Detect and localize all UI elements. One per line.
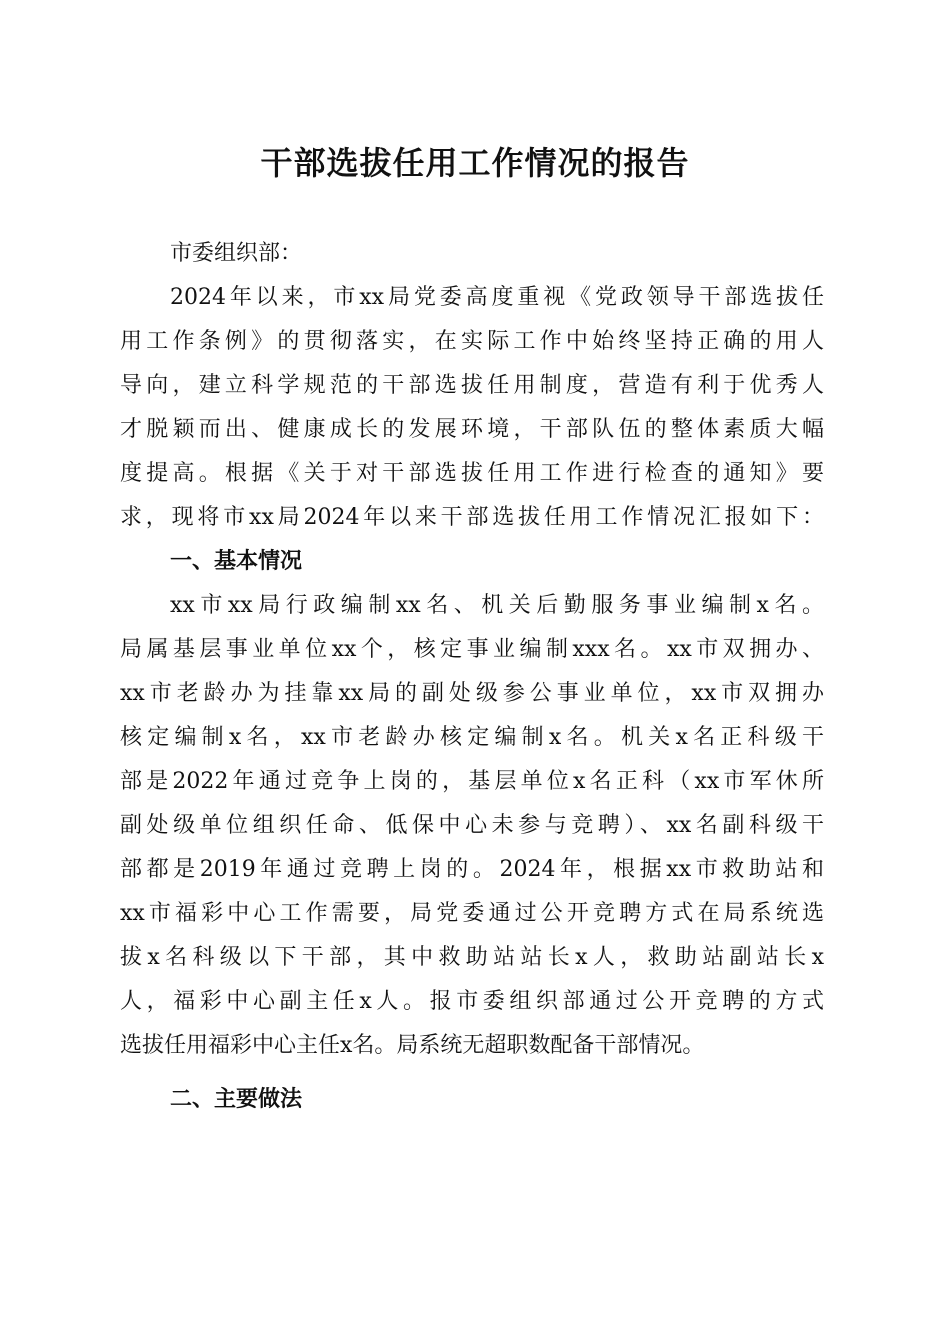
paragraph-line: 核定编制x名，xx市老龄办核定编制x名。机关x名正科级干 [120, 725, 824, 750]
paragraph-line: 导向，建立科学规范的干部选拔任用制度，营造有利于优秀人 [120, 373, 824, 398]
paragraph-line: 才脱颖而出、健康成长的发展环境，干部队伍的整体素质大幅 [120, 417, 824, 442]
paragraph-line: xx市老龄办为挂靠xx局的副处级参公事业单位，xx市双拥办 [120, 681, 824, 706]
paragraph-line: 局属基层事业单位xx个，核定事业编制xxx名。xx市双拥办、 [120, 637, 824, 662]
paragraph-line: 求，现将市xx局2024年以来干部选拔任用工作情况汇报如下： [120, 505, 824, 530]
section-heading-basic: 一、基本情况 [170, 549, 303, 574]
paragraph-line: 人，福彩中心副主任x人。报市委组织部通过公开竞聘的方式 [120, 989, 824, 1014]
paragraph-line: 2024年以来，市xx局党委高度重视《党政领导干部选拔任 [170, 285, 824, 310]
paragraph-line: 部是2022年通过竞争上岗的，基层单位x名正科（xx市军休所 [120, 769, 824, 794]
paragraph-line: 用工作条例》的贯彻落实，在实际工作中始终坚持正确的用人 [120, 329, 824, 354]
paragraph-line: xx市福彩中心工作需要，局党委通过公开竞聘方式在局系统选 [120, 901, 824, 926]
paragraph-line: 副处级单位组织任命、低保中心未参与竞聘）、xx名副科级干 [120, 813, 824, 838]
paragraph-line: 拔x名科级以下干部，其中救助站站长x人，救助站副站长x [120, 945, 824, 970]
paragraph-line: 选拔任用福彩中心主任x名。局系统无超职数配备干部情况。 [120, 1033, 705, 1058]
salutation: 市委组织部： [170, 241, 303, 266]
paragraph-line: xx市xx局行政编制xx名、机关后勤服务事业编制x名。 [170, 593, 824, 618]
paragraph-line: 部都是2019年通过竞聘上岗的。2024年，根据xx市救助站和 [120, 857, 824, 882]
section-heading-practices: 二、主要做法 [170, 1087, 303, 1112]
paragraph-line: 度提高。根据《关于对干部选拔任用工作进行检查的通知》要 [120, 461, 824, 486]
document-title: 干部选拔任用工作情况的报告 [260, 144, 690, 182]
